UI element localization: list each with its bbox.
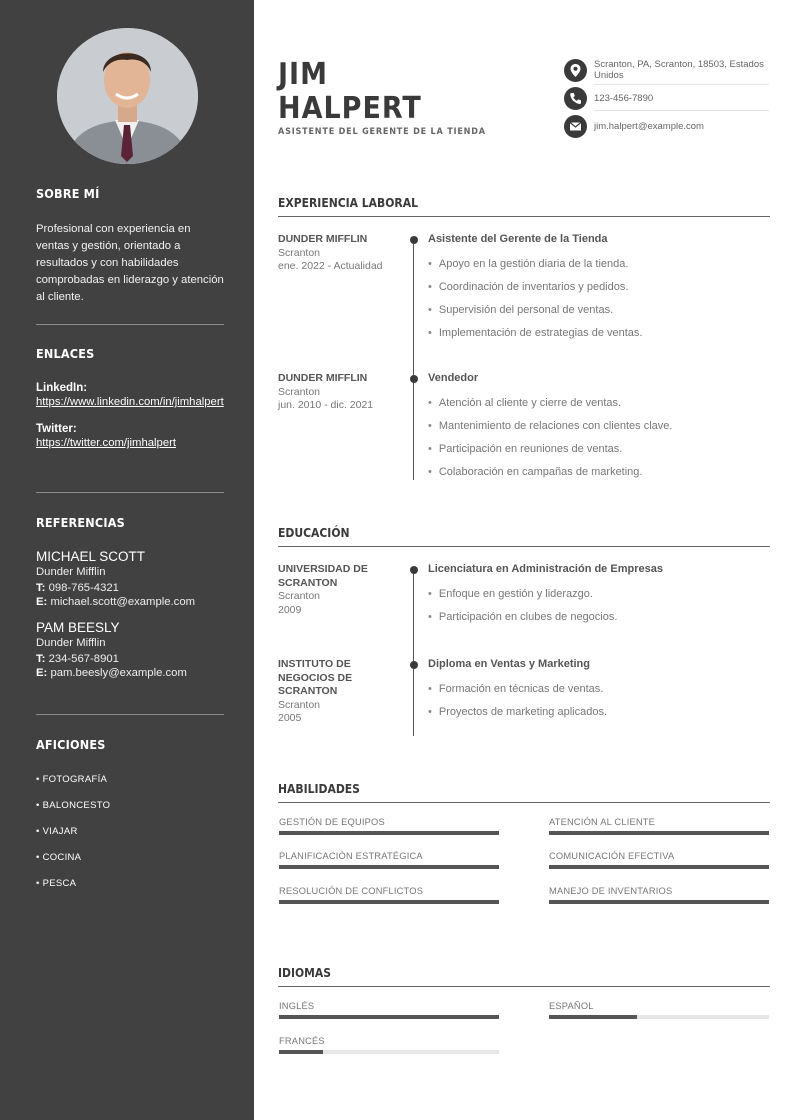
employment-dates: jun. 2010 - dic. 2021 bbox=[278, 399, 374, 411]
position-title: Asistente del Gerente de la Tienda bbox=[428, 233, 608, 245]
skills-title: HABILIDADES bbox=[278, 782, 360, 796]
about-section bbox=[36, 186, 224, 306]
skill-bar bbox=[549, 831, 769, 835]
language-label: FRANCÉS bbox=[279, 1036, 325, 1046]
education-details bbox=[428, 588, 617, 634]
employer-name: DUNDER MIFFLIN bbox=[278, 372, 368, 384]
education-meta bbox=[278, 658, 378, 726]
skill-level-fill bbox=[279, 865, 499, 869]
hobbies-title: AFICIONES bbox=[36, 737, 106, 752]
institution-name: INSTITUTO DE NEGOCIOS DE SCRANTON bbox=[278, 658, 353, 697]
links-section bbox=[36, 346, 224, 451]
experience-meta bbox=[278, 372, 398, 413]
employer-location: Scranton bbox=[278, 385, 321, 398]
divider bbox=[594, 84, 769, 85]
skill-label: ATENCIÓN AL CLIENTE bbox=[549, 817, 656, 827]
language-level-fill bbox=[279, 1050, 323, 1054]
list-item: • Apoyo en la gestión diaria de la tienda. bbox=[428, 258, 642, 281]
location-pin-icon bbox=[564, 59, 587, 82]
reference-item bbox=[36, 620, 224, 679]
section-rule bbox=[278, 546, 770, 547]
section-rule bbox=[278, 802, 770, 803]
hobby-item: • PESCA bbox=[36, 878, 77, 889]
list-item: • Coordinación de inventarios y pedidos. bbox=[428, 281, 642, 304]
language-item bbox=[279, 1001, 499, 1019]
references-section bbox=[36, 515, 224, 679]
hobby-item: • COCINA bbox=[36, 852, 82, 863]
reference-email: E: michael.scott@example.com bbox=[36, 596, 196, 608]
email-text: jim.halpert@example.com bbox=[594, 121, 704, 132]
skill-level-fill bbox=[279, 831, 499, 835]
degree-title: Diploma en Ventas y Marketing bbox=[428, 658, 590, 670]
hobby-item: • FOTOGRAFÍA bbox=[36, 774, 108, 785]
skill-bar bbox=[279, 865, 499, 869]
language-level-fill bbox=[549, 1015, 637, 1019]
skill-level-fill bbox=[279, 900, 499, 904]
phone-text: 123-456-7890 bbox=[594, 93, 654, 104]
timeline-line bbox=[413, 569, 414, 736]
list-item: • Colaboración en campañas de marketing. bbox=[428, 466, 672, 489]
link-label: Twitter: bbox=[36, 423, 77, 435]
skill-item bbox=[279, 851, 499, 869]
degree-title: Licenciatura en Administración de Empresas bbox=[428, 563, 663, 575]
reference-name: PAM BEESLY bbox=[36, 620, 120, 635]
reference-phone: T: 234-567-8901 bbox=[36, 653, 119, 665]
twitter-link[interactable]: https://twitter.com/jimhalpert bbox=[36, 437, 177, 449]
section-rule bbox=[278, 986, 770, 987]
skill-label: PLANIFICACIÓN ESTRATÉGICA bbox=[279, 851, 423, 861]
profile-photo bbox=[57, 28, 198, 164]
skill-label: COMUNICACIÓN EFECTIVA bbox=[549, 851, 675, 861]
education-details bbox=[428, 683, 607, 729]
institution-name: UNIVERSIDAD DE SCRANTON bbox=[278, 563, 368, 589]
responsibility-list bbox=[428, 258, 642, 350]
list-item: • Enfoque en gestión y liderazgo. bbox=[428, 588, 617, 611]
education-title: EDUCACIÓN bbox=[278, 526, 350, 540]
list-item: • Participación en reuniones de ventas. bbox=[428, 443, 672, 466]
responsibility-list bbox=[428, 397, 672, 489]
address-text: Scranton, PA, Scranton, 18503, Estados Unidos bbox=[594, 59, 764, 81]
references-title: REFERENCIAS bbox=[36, 515, 125, 530]
skill-level-fill bbox=[549, 831, 769, 835]
timeline-dot bbox=[410, 566, 418, 574]
list-item: • Implementación de estrategias de ventas. bbox=[428, 327, 642, 350]
links-title: ENLACES bbox=[36, 346, 95, 361]
graduation-year: 2005 bbox=[278, 712, 302, 724]
timeline-dot bbox=[410, 661, 418, 669]
skill-label: MANEJO DE INVENTARIOS bbox=[549, 886, 673, 896]
divider bbox=[36, 324, 224, 325]
sidebar bbox=[0, 0, 254, 1120]
language-level-fill bbox=[279, 1015, 499, 1019]
reference-company: Dunder Mifflin bbox=[36, 566, 106, 578]
skill-label: RESOLUCIÓN DE CONFLICTOS bbox=[279, 886, 424, 896]
skill-bar bbox=[279, 900, 499, 904]
first-name: JIM bbox=[278, 57, 328, 92]
language-item bbox=[549, 1001, 769, 1019]
skill-item bbox=[549, 817, 769, 835]
about-text: Profesional con experiencia en ventas y gestión, orientado a resultados y con habilidades comprobadas en liderazgo y atención al cliente. bbox=[36, 223, 224, 303]
reference-company: Dunder Mifflin bbox=[36, 637, 106, 649]
hobby-item: • VIAJAR bbox=[36, 826, 78, 837]
divider bbox=[36, 714, 224, 715]
skill-level-fill bbox=[549, 865, 769, 869]
link-item-linkedin bbox=[36, 382, 224, 410]
list-item: • Atención al cliente y cierre de ventas. bbox=[428, 397, 672, 420]
link-label: LinkedIn: bbox=[36, 382, 88, 394]
divider bbox=[36, 492, 224, 493]
skill-item bbox=[549, 886, 769, 904]
timeline-line bbox=[413, 240, 414, 480]
timeline-dot bbox=[410, 236, 418, 244]
section-rule bbox=[278, 216, 770, 217]
language-bar bbox=[279, 1015, 499, 1019]
employer-name: DUNDER MIFFLIN bbox=[278, 233, 368, 245]
skill-item bbox=[279, 817, 499, 835]
position-title: Vendedor bbox=[428, 372, 479, 384]
language-bar bbox=[549, 1015, 769, 1019]
list-item: • Participación en clubes de negocios. bbox=[428, 611, 617, 634]
experience-meta bbox=[278, 233, 398, 274]
education-meta bbox=[278, 563, 393, 617]
list-item: • Mantenimiento de relaciones con clientes clave. bbox=[428, 420, 672, 443]
experience-title: EXPERIENCIA LABORAL bbox=[278, 196, 418, 210]
institution-location: Scranton bbox=[278, 698, 321, 711]
hobbies-section bbox=[36, 737, 224, 904]
link-item-twitter bbox=[36, 423, 224, 451]
skill-bar bbox=[549, 900, 769, 904]
skill-label: GESTIÓN DE EQUIPOS bbox=[279, 817, 385, 827]
languages-title: IDIOMAS bbox=[278, 966, 332, 980]
reference-email: E: pam.beesly@example.com bbox=[36, 667, 187, 679]
reference-item bbox=[36, 549, 224, 608]
reference-name: MICHAEL SCOTT bbox=[36, 549, 146, 564]
institution-location: Scranton bbox=[278, 590, 321, 602]
employment-dates: ene. 2022 - Actualidad bbox=[278, 260, 383, 272]
list-item: • Formación en técnicas de ventas. bbox=[428, 683, 607, 706]
linkedin-link[interactable]: https://www.linkedin.com/in/jimhalpert bbox=[36, 396, 224, 408]
last-name: HALPERT bbox=[278, 91, 422, 126]
language-bar bbox=[279, 1050, 499, 1054]
phone-icon bbox=[564, 87, 587, 110]
skill-bar bbox=[279, 831, 499, 835]
timeline-dot bbox=[410, 375, 418, 383]
reference-phone: T: 098-765-4321 bbox=[36, 582, 119, 594]
about-title: SOBRE MÍ bbox=[36, 186, 100, 201]
language-label: INGLÉS bbox=[279, 1001, 315, 1011]
graduation-year: 2009 bbox=[278, 603, 302, 616]
job-title: ASISTENTE DEL GERENTE DE LA TIENDA bbox=[278, 127, 486, 137]
language-label: ESPAÑOL bbox=[549, 1001, 594, 1011]
skill-bar bbox=[549, 865, 769, 869]
candidate-name bbox=[278, 58, 422, 126]
hobby-item: • BALONCESTO bbox=[36, 800, 111, 811]
list-item: • Proyectos de marketing aplicados. bbox=[428, 706, 607, 729]
skill-item bbox=[279, 886, 499, 904]
divider bbox=[594, 110, 769, 111]
envelope-icon bbox=[564, 115, 587, 138]
skill-item bbox=[549, 851, 769, 869]
employer-location: Scranton bbox=[278, 246, 321, 259]
skill-level-fill bbox=[549, 900, 769, 904]
list-item: • Supervisión del personal de ventas. bbox=[428, 304, 642, 327]
language-item bbox=[279, 1036, 499, 1054]
